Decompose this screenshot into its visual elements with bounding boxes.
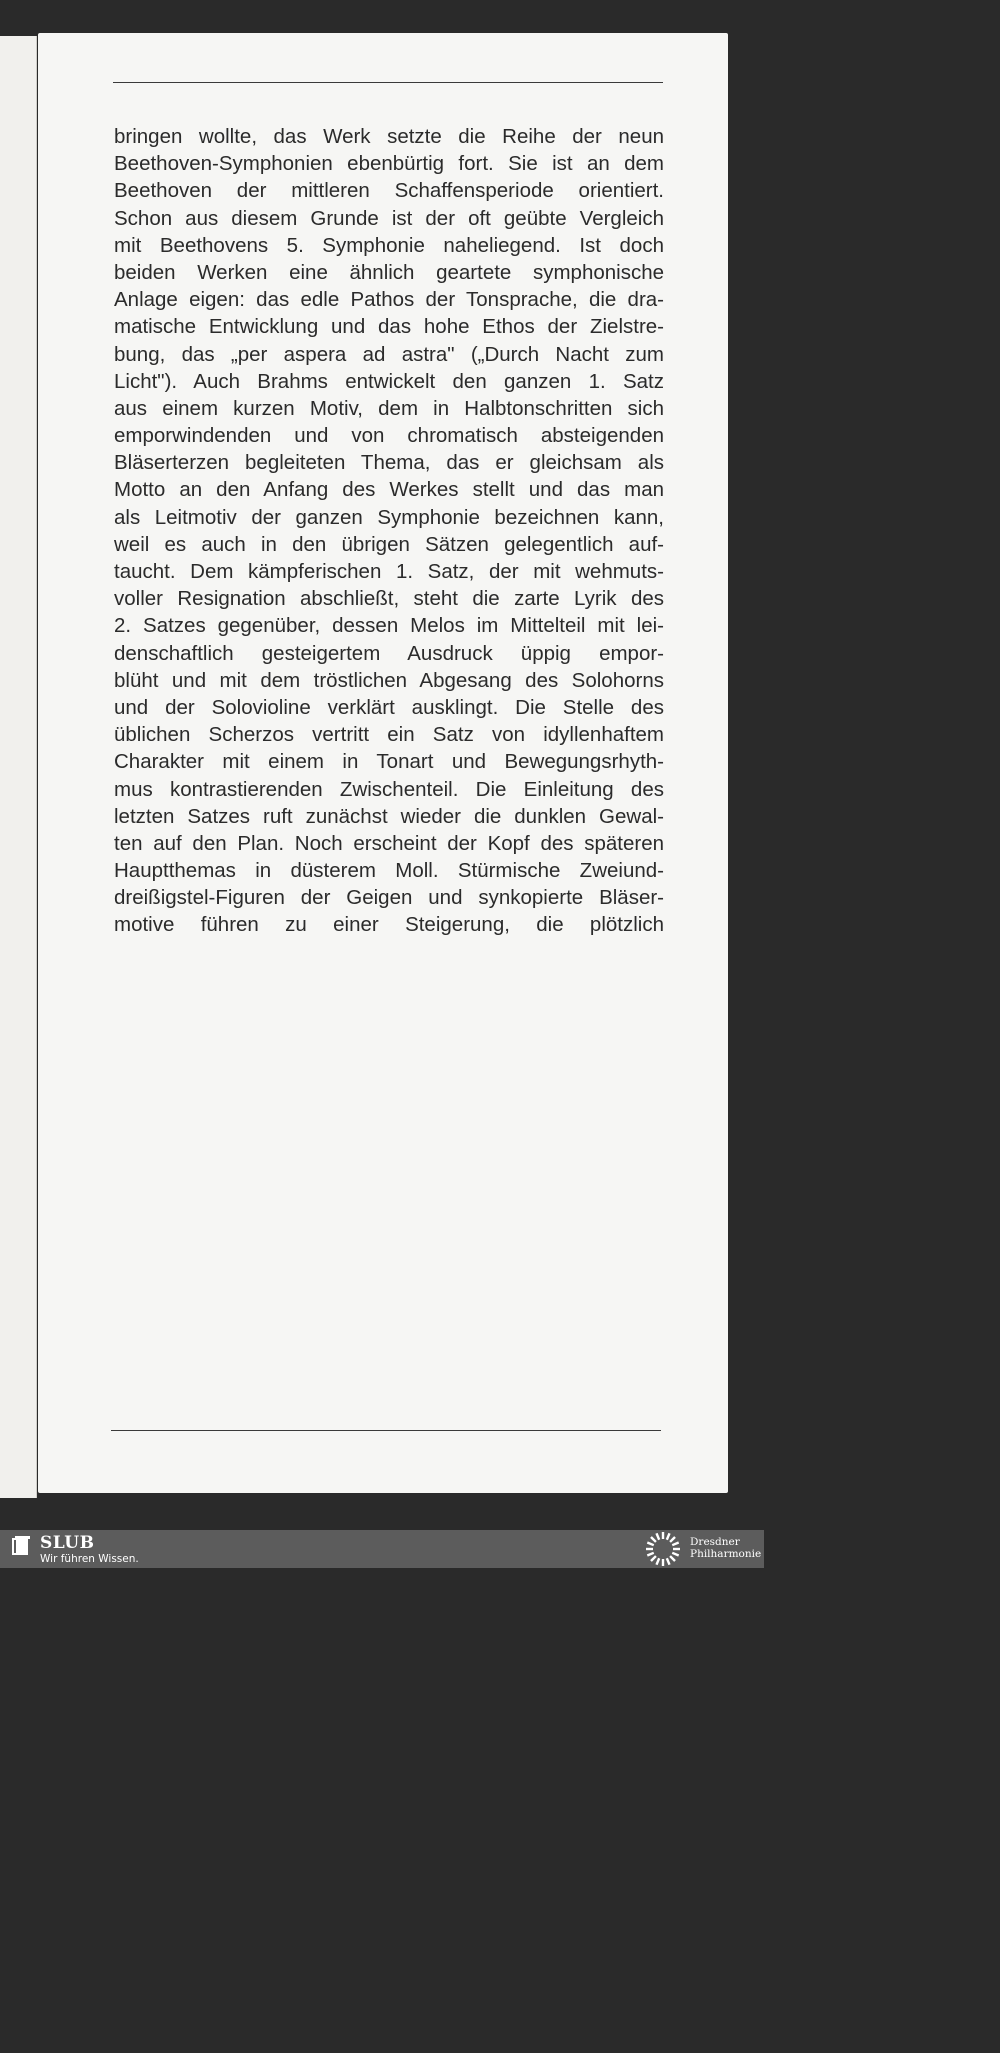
footer-bar	[0, 1530, 764, 1568]
text-line: emporwindenden und von chromatisch absteigenden	[114, 424, 664, 448]
partner-name	[690, 1536, 760, 1560]
text-line: ten auf den Plan. Noch erscheint der Kopf des späteren	[114, 831, 664, 855]
logo-ray	[670, 1537, 675, 1542]
text-line: motive führen zu einer Steigerung, die plötzlich	[114, 913, 664, 937]
bottom-rule	[111, 1430, 661, 1431]
text-line: Anlage eigen: das edle Pathos der Tonsprache, die dra-	[114, 288, 664, 312]
book-icon	[10, 1535, 32, 1557]
text-line: letzten Satzes ruft zunächst wieder die dunklen Gewal-	[114, 804, 664, 828]
text-line: 2. Satzes gegenüber, dessen Melos im Mittelteil mit lei-	[114, 614, 664, 638]
text-line: Hauptthemas in düsterem Moll. Stürmische Zweiund-	[114, 859, 664, 883]
text-line: als Leitmotiv der ganzen Symphonie bezeichnen kann,	[114, 505, 664, 529]
text-line: voller Resignation abschließt, steht die zarte Lyrik des	[114, 587, 664, 611]
logo-ray	[656, 1558, 659, 1564]
body-text	[114, 123, 664, 939]
logo-ray	[647, 1553, 653, 1556]
partner-name-line2: Philharmonie	[690, 1548, 762, 1560]
text-line: mit Beethovens 5. Symphonie naheliegend. Ist doch	[114, 233, 664, 257]
document-page	[38, 33, 728, 1493]
slub-tagline: Wir führen Wissen.	[40, 1553, 139, 1565]
adjacent-page-edge	[0, 36, 37, 1498]
logo-ray	[647, 1542, 653, 1545]
logo-ray	[651, 1537, 656, 1542]
text-line: Motto an den Anfang des Werkes stellt und das man	[114, 478, 664, 502]
text-line: bringen wollte, das Werk setzte die Reihe der neun	[114, 125, 664, 148]
text-line: Bläserterzen begleiteten Thema, das er gleichsam als	[114, 451, 664, 475]
text-line: Licht"). Auch Brahms entwickelt den ganzen 1. Satz	[114, 369, 664, 393]
text-line: taucht. Dem kämpferischen 1. Satz, der mit wehmuts-	[114, 560, 664, 583]
logo-ray	[651, 1556, 656, 1561]
top-rule	[113, 82, 663, 83]
partner-name-line1: Dresdner	[690, 1536, 740, 1548]
logo-ray	[672, 1542, 678, 1545]
text-line: Beethoven-Symphonien ebenbürtig fort. Sie ist an dem	[114, 152, 664, 176]
logo-ray	[656, 1533, 659, 1539]
logo-ray	[670, 1556, 675, 1561]
text-line: Schon aus diesem Grunde ist der oft geübte Vergleich	[114, 206, 664, 230]
text-line: und der Solovioline verklärt ausklingt. Die Stelle des	[114, 695, 664, 719]
logo-ray	[667, 1558, 670, 1564]
logo-ray	[667, 1533, 670, 1539]
text-line: dreißigstel-Figuren der Geigen und synkopierte Bläser-	[114, 886, 664, 910]
text-line: beiden Werken eine ähnlich geartete symphonische	[114, 260, 664, 284]
slub-name: SLUB	[40, 1533, 95, 1553]
text-line: Charakter mit einem in Tonart und Bewegungsrhyth-	[114, 750, 664, 774]
text-line: matische Entwicklung und das hohe Ethos der Zielstre-	[114, 315, 664, 339]
text-line: Beethoven der mittleren Schaffensperiode orientiert.	[114, 179, 664, 203]
text-line: blüht und mit dem tröstlichen Abgesang des Solohorns	[114, 668, 664, 692]
text-line: bung, das „per aspera ad astra" („Durch Nacht zum	[114, 342, 664, 366]
logo-ray	[672, 1553, 678, 1556]
text-line: mus kontrastierenden Zwischenteil. Die Einleitung des	[114, 777, 664, 801]
text-line: weil es auch in den übrigen Sätzen gelegentlich auf-	[114, 532, 664, 556]
sunburst-logo-icon	[643, 1531, 683, 1567]
text-line: aus einem kurzen Motiv, dem in Halbtonschritten sich	[114, 396, 664, 420]
text-line: üblichen Scherzos vertritt ein Satz von idyllenhaftem	[114, 723, 664, 747]
text-line: denschaftlich gesteigertem Ausdruck üppig empor-	[114, 641, 664, 665]
